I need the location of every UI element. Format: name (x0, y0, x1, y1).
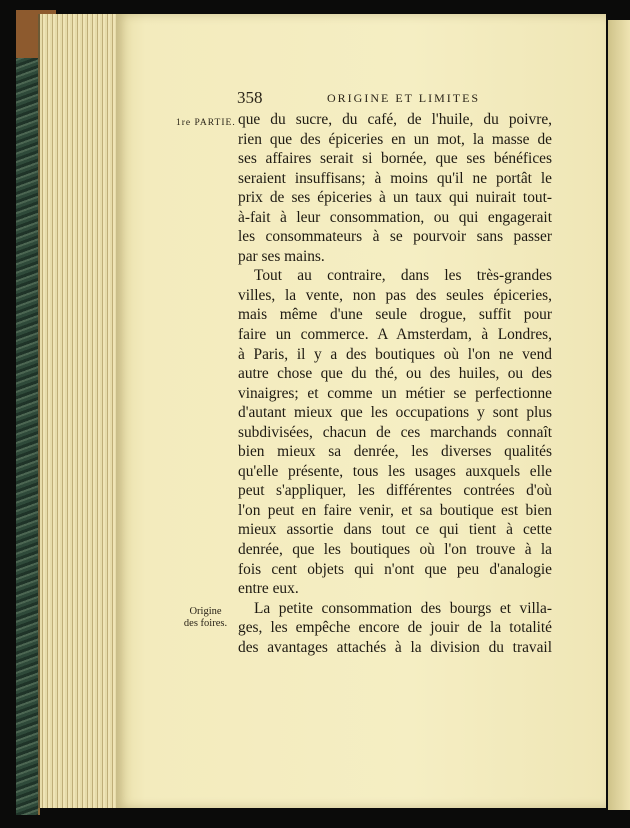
text-line: qu'elle présente, tous les usages auxquels elle (238, 462, 552, 480)
text-line: que du sucre, du café, de l'huile, du poivre, (238, 111, 552, 128)
text-line: Tout au contraire, dans les très-grandes (254, 267, 552, 285)
text-line: subdivisées, chacun de ces marchands connaît (238, 423, 552, 441)
text-line: à Paris, il y a des boutiques où l'on ne vend (238, 345, 552, 363)
text-line: bien mieux sa denrée, les diverses qualités (238, 443, 552, 461)
margin-note-part: 1re PARTIE. (176, 118, 236, 128)
running-head: ORIGINE ET LIMITES (327, 91, 481, 105)
text-line: denrée, que les boutiques où l'on trouve à la (238, 541, 552, 559)
text-line: prix de ses épiceries à un taux qui nuirait tout- (238, 189, 552, 207)
text-line: seraient insuffisans; à moins qu'il ne portât le (238, 169, 552, 187)
margin-note-origine-des-foires (178, 606, 233, 630)
text-line: ges, les empêche encore de jouir de la totalité (238, 619, 552, 637)
text-line: mais même d'une seule drogue, suffit pour (238, 306, 552, 324)
text-line: faire un commerce. A Amsterdam, à Londres, (238, 326, 552, 344)
text-line: villes, la vente, non pas des seules épiceries, (238, 286, 552, 304)
text-line: ses affaires serait si bornée, que ses bénéfices (238, 150, 552, 168)
text-line: entre eux. (238, 580, 299, 598)
facing-page-edge (608, 20, 630, 810)
text-line: autre chose que du thé, ou des huiles, ou des (238, 365, 552, 383)
text-line: mieux assortie dans tout ce qui tient à cette (238, 521, 552, 539)
text-line: La petite consommation des bourgs et villa- (254, 599, 552, 617)
page-number: 358 (237, 88, 263, 107)
margin-note-des-foires: des foires. (183, 618, 228, 629)
text-line: peut s'appliquer, les différentes contrées d'où (238, 482, 552, 500)
text-line: des avantages attachés à la division du travail (238, 638, 552, 656)
text-line: par ses mains. (238, 247, 325, 265)
text-line: les consommateurs à se pourvoir sans passer (238, 228, 552, 246)
text-line: vinaigres; et comme un métier se perfectionne (238, 384, 552, 402)
margin-note-origine: Origine (189, 606, 222, 617)
text-line: l'on peut en faire venir, et sa boutique est bien (238, 501, 552, 519)
text-line: rien que des épiceries en un mot, la masse de (238, 130, 552, 148)
page-stack-edge (38, 14, 120, 808)
text-line: fois cent objets qui n'ont que peu d'analogie (238, 560, 552, 578)
body-text (238, 110, 552, 657)
page-header (237, 88, 567, 108)
text-line: d'autant mieux que les occupations y sont plus (238, 404, 552, 422)
text-line: à-fait à leur consommation, ou qui engagerait (238, 208, 552, 226)
book-spine (16, 10, 40, 815)
